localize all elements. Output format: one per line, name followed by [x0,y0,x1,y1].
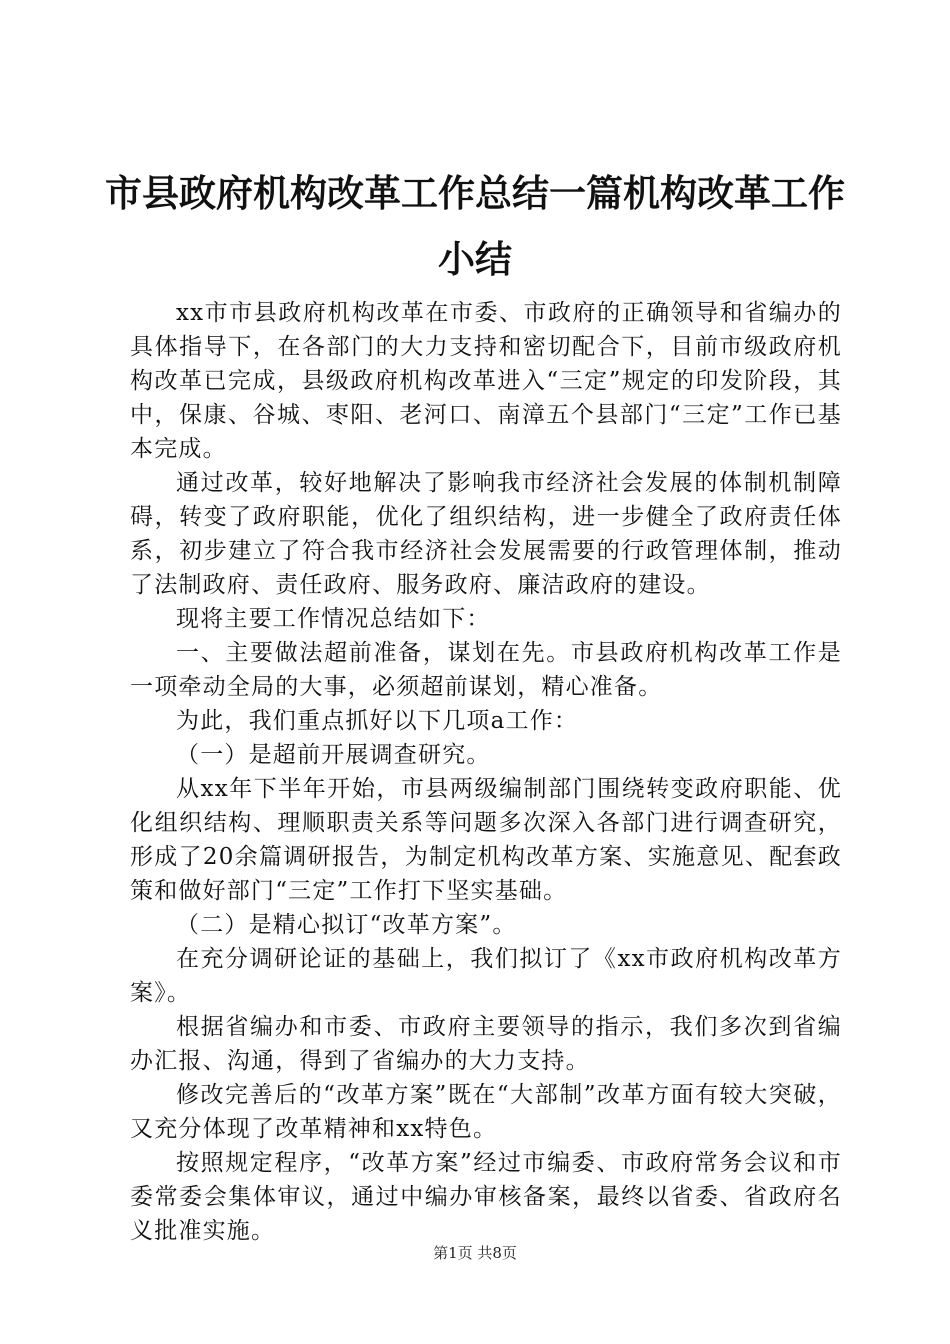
paragraph: 在充分调研论证的基础上，我们拟订了《xx市政府机构改革方案》。 [130,946,842,1006]
paragraph: 从xx年下半年开始，市县两级编制部门围绕转变政府职能、优化组织结构、理顺职责关系等问题多次深入各部门进行调查研究，形成了20余篇调研报告，为制定机构改革方案、实施意见、配套政策和做好部门“三定”工作打下坚实基础。 [130,776,842,904]
document-body [130,296,842,1248]
paragraph: 一、主要做法超前准备，谋划在先。市县政府机构改革工作是一项牵动全局的大事，必须超前谋划，精心准备。 [130,640,842,700]
paragraph: （二）是精心拟订“改革方案”。 [176,912,517,938]
document-title: 市县政府机构改革工作总结一篇机构改革工作小结 [105,171,845,281]
paragraph: （一）是超前开展调查研究。 [176,742,491,768]
paragraph: 现将主要工作情况总结如下： [176,606,491,632]
paragraph: 为此，我们重点抓好以下几项a工作： [176,708,579,734]
paragraph: 通过改革，较好地解决了影响我市经济社会发展的体制机制障碍，转变了政府职能，优化了组织结构，进一步健全了政府责任体系，初步建立了符合我市经济社会发展需要的行政管理体制，推动了法制政府、责任政府、服务政府、廉洁政府的建设。 [130,470,842,598]
page-number-footer: 第1页 共8页 [433,1244,517,1262]
paragraph: 修改完善后的“改革方案”既在“大部制”改革方面有较大突破，又充分体现了改革精神和xx特色。 [130,1082,842,1142]
paragraph: xx市市县政府机构改革在市委、市政府的正确领导和省编办的具体指导下，在各部门的大力支持和密切配合下，目前市级政府机构改革已完成，县级政府机构改革进入“三定”规定的印发阶段，其中，保康、谷城、枣阳、老河口、南漳五个县部门“三定”工作已基本完成。 [130,300,842,462]
paragraph: 按照规定程序，“改革方案”经过市编委、市政府常务会议和市委常委会集体审议，通过中编办审核备案，最终以省委、省政府名义批准实施。 [130,1150,842,1244]
paragraph: 根据省编办和市委、市政府主要领导的指示，我们多次到省编办汇报、沟通，得到了省编办的大力支持。 [130,1014,842,1074]
